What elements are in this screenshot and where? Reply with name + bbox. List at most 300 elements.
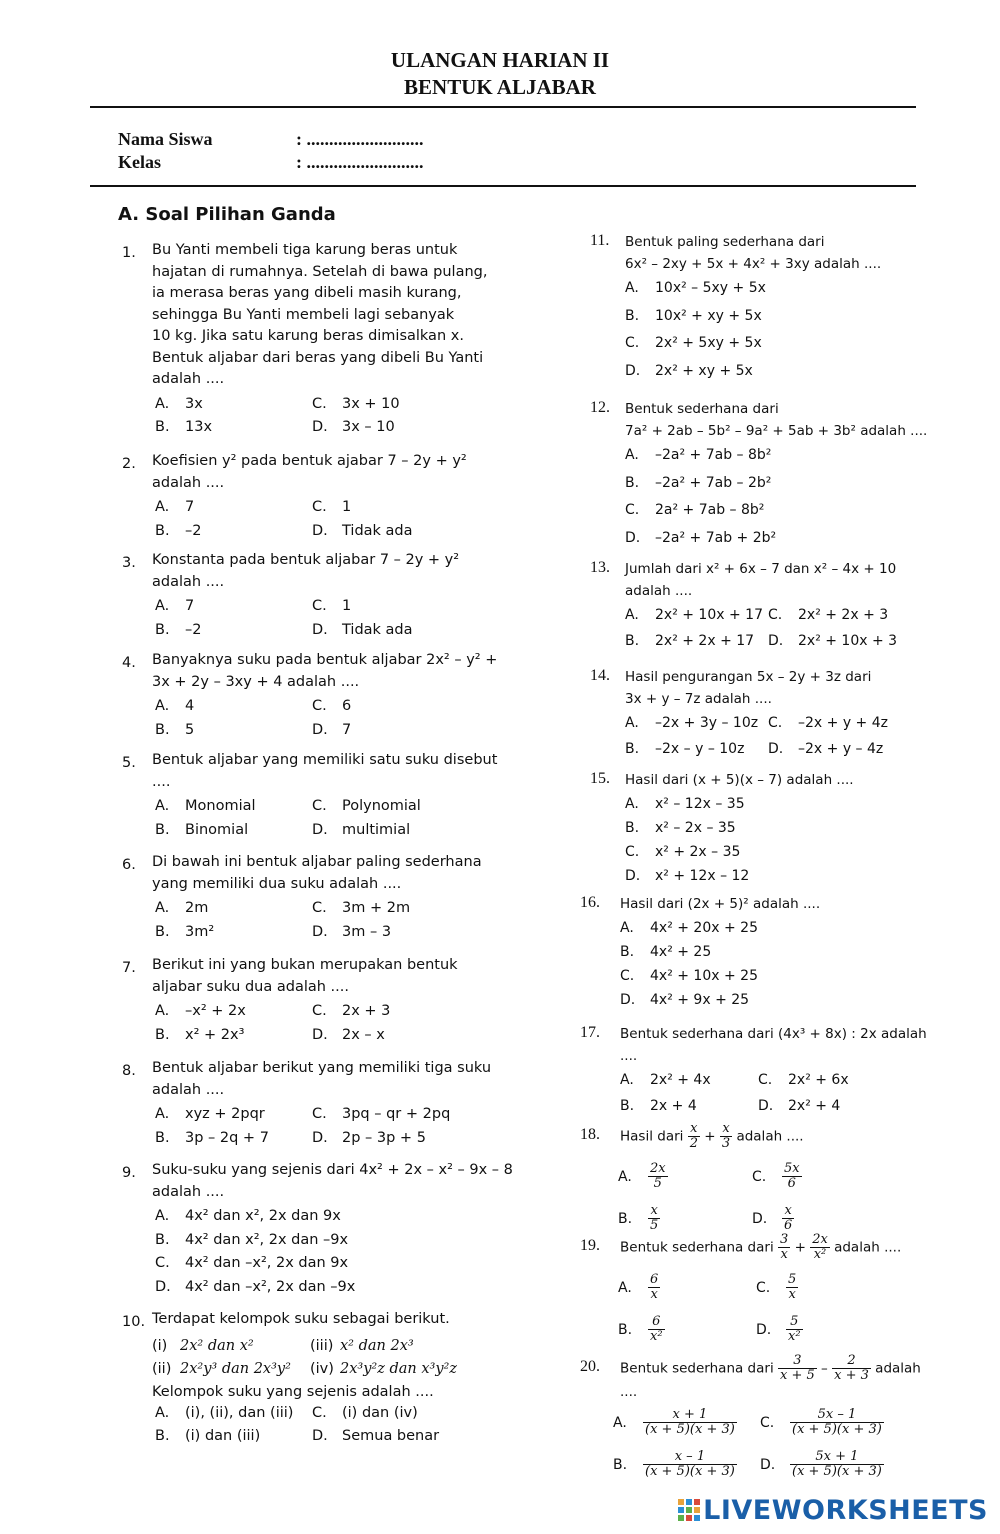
option-letter: A. [155, 1404, 170, 1421]
option-letter: A. [155, 1003, 170, 1019]
question-suffix: adalah [870, 1360, 921, 1377]
option-letter: C. [760, 1414, 775, 1431]
option-letter: B. [618, 1321, 633, 1338]
question-text: Bentuk paling sederhana dari [625, 234, 825, 250]
group-label: (iii) [310, 1337, 334, 1354]
question-text: 10 kg. Jika satu karung beras dimisalkan x. [152, 328, 464, 344]
question-number: 1. [122, 245, 136, 261]
question-text: Suku-suku yang sejenis dari 4x² + 2x – x² – 9x – 8 [152, 1162, 513, 1178]
liveworksheets-grid-icon [678, 1499, 700, 1521]
option-value: –2x – y – 10z [655, 741, 745, 757]
option-value: x² – 2x – 35 [655, 820, 736, 836]
answer-option[interactable] [312, 499, 351, 515]
option-value: 5 [185, 721, 195, 738]
question-text: .... [620, 1048, 638, 1064]
option-value: 3pq – qr + 2pq [342, 1106, 451, 1122]
question-text: Jumlah dari x² + 6x – 7 dan x² – 4x + 10 [625, 561, 897, 577]
numerator: 2x [650, 1161, 666, 1176]
question-text: Bentuk sederhana dari (4x³ + 8x) : 2x adalah [620, 1026, 927, 1042]
group-terms: 2x³y²z dan x³y²z [340, 1360, 457, 1377]
answer-option[interactable] [625, 502, 764, 518]
answer-option[interactable] [312, 598, 351, 614]
option-value: 2x² + 2x + 3 [798, 607, 889, 623]
option-value: 2x + 4 [650, 1098, 697, 1114]
answer-option[interactable] [618, 1204, 660, 1233]
question-text: adalah .... [152, 474, 225, 491]
option-value: 10x² + xy + 5x [655, 307, 762, 324]
answer-option[interactable] [752, 1162, 802, 1191]
question-number: 5. [122, 755, 136, 771]
option-letter: A. [625, 796, 639, 812]
option-value: –2a² + 7ab – 8b² [655, 447, 772, 463]
question-text: adalah .... [625, 583, 693, 599]
option-letter: B. [620, 944, 635, 960]
denominator: 2 [689, 1136, 698, 1151]
question-text: adalah .... [152, 1081, 225, 1098]
option-value: 3p – 2q + 7 [185, 1129, 269, 1146]
question-text: 6x² – 2xy + 5x + 4x² + 3xy adalah .... [625, 256, 882, 272]
option-value: 4x² dan x², 2x dan 9x [185, 1208, 341, 1224]
option-value: 2a² + 7ab – 8b² [655, 502, 765, 518]
option-fraction [786, 1273, 798, 1302]
denominator: 6 [787, 1176, 796, 1191]
question-text: Hasil dari (x + 5)(x – 7) adalah .... [625, 772, 854, 788]
group-terms: 2x² dan x² [180, 1337, 254, 1354]
option-fraction [643, 1450, 737, 1479]
option-value: 13x [185, 419, 213, 435]
answer-option[interactable] [155, 1208, 341, 1224]
denominator: x [780, 1247, 788, 1262]
question-text: Hasil pengurangan 5x – 2y + 3z dari [625, 669, 872, 685]
answer-option[interactable] [620, 1072, 711, 1088]
answer-option[interactable] [155, 822, 248, 838]
option-value: 4 [185, 698, 195, 714]
option-letter: D. [625, 868, 641, 884]
option-letter: C. [768, 715, 783, 731]
class-field[interactable]: : .......................... [296, 152, 424, 172]
answer-option[interactable] [155, 1106, 265, 1122]
question-text: .... [620, 1384, 638, 1400]
answer-option[interactable] [760, 1450, 884, 1479]
answer-option[interactable] [312, 924, 391, 940]
question-text: Bentuk aljabar yang memiliki satu suku disebut [152, 752, 498, 768]
denominator: x + 3 [834, 1368, 869, 1383]
option-letter: A. [618, 1279, 632, 1296]
numerator: 3 [780, 1232, 789, 1247]
term-fraction [810, 1233, 830, 1262]
answer-option[interactable] [620, 968, 758, 984]
option-value: –x² + 2x [185, 1003, 246, 1019]
option-letter: A. [620, 1072, 634, 1088]
answer-option[interactable] [312, 622, 413, 638]
option-letter: D. [155, 1278, 171, 1295]
option-value: 4x² + 10x + 25 [650, 968, 758, 984]
numerator: 6 [648, 1315, 665, 1330]
answer-option[interactable] [312, 1106, 450, 1122]
option-letter: D. [756, 1321, 772, 1338]
option-letter: C. [312, 1404, 327, 1421]
option-letter: C. [758, 1072, 773, 1088]
question-number: 4. [122, 655, 136, 671]
question-text: ia merasa beras yang dibeli masih kurang, [152, 285, 462, 301]
question-number: 11. [590, 232, 610, 249]
option-value: 6 [342, 698, 352, 714]
term-fraction [778, 1354, 817, 1383]
option-fraction [648, 1315, 665, 1344]
option-value: 4x² + 20x + 25 [650, 920, 758, 936]
option-value: 2x² + 4x [650, 1072, 711, 1088]
question-text: adalah .... [152, 573, 225, 590]
question-text: Bentuk sederhana dari [625, 401, 779, 417]
option-letter: C. [312, 798, 327, 814]
option-letter: B. [613, 1456, 628, 1473]
group-terms: 2x²y³ dan 2x³y² [180, 1360, 291, 1377]
answer-option[interactable] [155, 698, 194, 714]
answer-option[interactable] [613, 1450, 737, 1479]
answer-option[interactable] [155, 1003, 246, 1019]
option-letter: A. [625, 447, 639, 463]
denominator: x² [813, 1247, 827, 1262]
answer-option[interactable] [312, 822, 410, 838]
answer-option[interactable] [618, 1273, 660, 1302]
option-value: –2 [185, 621, 202, 638]
question-text [620, 1233, 901, 1262]
answer-option[interactable] [625, 280, 766, 296]
answer-option[interactable] [625, 335, 762, 351]
option-value: 2m [185, 900, 209, 916]
option-value: 4x² dan –x², 2x dan –9x [185, 1278, 356, 1295]
answer-option[interactable] [768, 741, 883, 757]
option-value: (i), (ii), dan (iii) [185, 1404, 294, 1421]
option-letter: B. [625, 307, 640, 324]
option-letter: C. [155, 1255, 170, 1271]
option-letter: D. [312, 621, 328, 638]
answer-option[interactable] [618, 1315, 665, 1344]
option-letter: C. [312, 598, 327, 614]
option-fraction [648, 1162, 668, 1191]
answer-option[interactable] [155, 1027, 244, 1043]
numerator: 5x [784, 1161, 800, 1176]
answer-option[interactable] [625, 530, 776, 546]
numerator: x [648, 1204, 660, 1219]
answer-option[interactable] [155, 499, 194, 515]
question-prefix: Hasil dari [620, 1128, 688, 1145]
question-text: Berikut ini yang bukan merupakan bentuk [152, 957, 458, 973]
option-value: 2x² + 5xy + 5x [655, 335, 762, 351]
option-value: x² + 2x³ [185, 1026, 245, 1043]
answer-option[interactable] [312, 1405, 418, 1421]
answer-option[interactable] [758, 1072, 849, 1088]
option-value: 3m + 2m [342, 900, 411, 916]
answer-option[interactable] [155, 900, 208, 916]
liveworksheets-logo: LIVEWORKSHEETS [678, 1495, 988, 1526]
option-letter: D. [758, 1098, 774, 1114]
answer-option[interactable] [625, 820, 736, 836]
option-value: 3x – 10 [342, 419, 395, 435]
answer-option[interactable] [758, 1098, 840, 1114]
worksheet-title: ULANGAN HARIAN II [390, 48, 610, 72]
option-value: 2x² + 10x + 17 [655, 607, 763, 623]
term-fraction [778, 1233, 790, 1262]
question-text: Kelompok suku yang sejenis adalah .... [152, 1383, 434, 1400]
answer-option[interactable] [312, 798, 421, 814]
option-letter: C. [752, 1168, 767, 1185]
option-letter: C. [312, 698, 327, 714]
answer-option[interactable] [625, 363, 753, 379]
question-number: 18. [580, 1126, 600, 1143]
option-letter: D. [312, 1129, 328, 1146]
question-text: sehingga Bu Yanti membeli lagi sebanyak [152, 306, 455, 323]
answer-option[interactable] [768, 715, 888, 731]
question-text: 3x + 2y – 3xy + 4 adalah .... [152, 673, 360, 690]
denominator: (x + 5)(x + 3) [792, 1464, 882, 1479]
answer-option[interactable] [155, 622, 201, 638]
answer-option[interactable] [625, 844, 740, 860]
option-letter: D. [625, 529, 641, 546]
answer-option[interactable] [756, 1315, 803, 1344]
numerator: x [720, 1122, 732, 1137]
answer-option[interactable] [155, 523, 201, 539]
option-letter: D. [625, 362, 641, 379]
option-letter: A. [155, 499, 170, 515]
question-number: 6. [122, 857, 136, 873]
question-number: 7. [122, 960, 136, 976]
answer-option[interactable] [155, 722, 194, 738]
answer-option[interactable] [155, 1405, 293, 1421]
option-value: –2a² + 7ab – 2b² [655, 474, 772, 491]
option-letter: A. [155, 395, 170, 412]
option-value: 3x + 10 [342, 395, 400, 412]
option-value: 3m² [185, 923, 215, 940]
answer-option[interactable] [155, 598, 194, 614]
question-text: adalah .... [152, 371, 225, 387]
question-number: 3. [122, 555, 136, 571]
answer-option[interactable] [312, 1130, 426, 1146]
question-suffix: adalah .... [829, 1239, 902, 1256]
numerator: 2 [832, 1354, 871, 1369]
option-value: 1 [342, 499, 352, 515]
option-fraction [782, 1204, 794, 1233]
option-value: 3m – 3 [342, 923, 392, 940]
operator: + [699, 1128, 720, 1145]
answer-option[interactable] [625, 715, 758, 731]
term-fraction [832, 1354, 871, 1383]
answer-option[interactable] [155, 1428, 260, 1444]
question-prefix: Bentuk sederhana dari [620, 1239, 778, 1256]
answer-option[interactable] [155, 1255, 348, 1271]
answer-option[interactable] [312, 900, 410, 916]
question-number: 12. [590, 399, 610, 416]
group-terms: x² dan 2x³ [340, 1337, 414, 1354]
answer-option[interactable] [155, 924, 214, 940]
option-value: Semua benar [342, 1428, 440, 1444]
question-text: Banyaknya suku pada bentuk aljabar 2x² – y² + [152, 652, 498, 668]
option-letter: D. [312, 1026, 328, 1043]
term-fraction [688, 1122, 700, 1151]
answer-option[interactable] [768, 607, 888, 623]
option-value: 4x² + 9x + 25 [650, 992, 750, 1008]
numerator: 3 [778, 1354, 817, 1369]
question-number: 2. [122, 456, 136, 472]
option-value: 4x² dan –x², 2x dan 9x [185, 1255, 349, 1271]
question-text: Di bawah ini bentuk aljabar paling sederhana [152, 854, 482, 870]
answer-option[interactable] [312, 419, 395, 435]
question-text: Konstanta pada bentuk aljabar 7 – 2y + y² [152, 552, 460, 568]
option-value: 10x² – 5xy + 5x [655, 280, 766, 296]
option-letter: D. [312, 419, 328, 435]
question-number: 10. [122, 1314, 146, 1330]
option-value: –2 [185, 522, 202, 539]
option-value: 2x² + 10x + 3 [798, 633, 898, 649]
option-letter: B. [155, 522, 170, 539]
option-letter: D. [752, 1210, 768, 1227]
option-letter: C. [312, 900, 327, 916]
option-letter: A. [155, 798, 170, 814]
option-value: 2x + 3 [342, 1003, 391, 1019]
question-text: aljabar suku dua adalah .... [152, 978, 349, 995]
option-letter: B. [155, 923, 170, 940]
answer-option[interactable] [620, 992, 749, 1008]
option-letter: C. [768, 607, 783, 623]
question-number: 13. [590, 559, 610, 576]
question-text: .... [152, 773, 171, 790]
question-number: 16. [580, 894, 600, 911]
question-text: Hasil dari (2x + 5)² adalah .... [620, 896, 821, 912]
question-text: Bentuk aljabar dari beras yang dibeli Bu Yanti [152, 349, 484, 366]
option-letter: C. [625, 502, 640, 518]
answer-option[interactable] [625, 633, 754, 649]
name-field[interactable]: : .......................... [296, 129, 424, 149]
answer-option[interactable] [312, 523, 413, 539]
answer-option[interactable] [155, 1232, 348, 1248]
option-value: (i) dan (iv) [342, 1404, 418, 1421]
option-letter: D. [312, 522, 328, 539]
option-letter: B. [625, 474, 640, 491]
option-letter: C. [312, 1003, 327, 1019]
question-number: 8. [122, 1063, 136, 1079]
denominator: x² [788, 1329, 801, 1344]
denominator: (x + 5)(x + 3) [645, 1422, 735, 1437]
denominator: x [788, 1287, 796, 1302]
numerator: 5x + 1 [790, 1450, 884, 1465]
group-label: (ii) [152, 1360, 172, 1377]
denominator: (x + 5)(x + 3) [792, 1422, 882, 1437]
question-text: 7a² + 2ab – 5b² – 9a² + 5ab + 3b² adalah .... [625, 423, 928, 439]
question-suffix: adalah .... [732, 1128, 804, 1145]
answer-option[interactable] [625, 868, 749, 884]
numerator: 2x [812, 1232, 828, 1247]
numerator: x [782, 1204, 794, 1219]
answer-option[interactable] [756, 1273, 798, 1302]
answer-option[interactable] [155, 396, 203, 412]
answer-option[interactable] [155, 1279, 355, 1295]
option-value: Monomial [185, 798, 256, 814]
answer-option[interactable] [625, 741, 744, 757]
answer-option[interactable] [760, 1408, 884, 1437]
answer-option[interactable] [312, 698, 351, 714]
option-letter: B. [625, 820, 640, 836]
answer-option[interactable] [625, 607, 763, 623]
operator: – [816, 1360, 833, 1377]
answer-option[interactable] [312, 1428, 439, 1444]
option-letter: B. [155, 721, 170, 738]
answer-option[interactable] [752, 1204, 794, 1233]
answer-option[interactable] [625, 796, 745, 812]
option-letter: B. [155, 621, 170, 638]
answer-option[interactable] [618, 1162, 668, 1191]
option-value: –2a² + 7ab + 2b² [655, 529, 777, 546]
option-value: (i) dan (iii) [185, 1428, 261, 1444]
option-value: Tidak ada [342, 522, 413, 539]
option-letter: A. [155, 598, 170, 614]
answer-option[interactable] [768, 633, 897, 649]
question-number: 15. [590, 770, 610, 787]
option-letter: C. [620, 968, 635, 984]
option-letter: B. [155, 1129, 170, 1146]
option-value: multimial [342, 821, 411, 838]
question-text [620, 1354, 921, 1383]
option-letter: B. [155, 1428, 170, 1444]
answer-option[interactable] [312, 1003, 390, 1019]
option-value: Binomial [185, 821, 249, 838]
option-value: 7 [185, 499, 195, 515]
denominator: 3 [721, 1136, 731, 1151]
question-text: yang memiliki dua suku adalah .... [152, 875, 402, 892]
answer-option[interactable] [155, 1130, 269, 1146]
numerator: x – 1 [643, 1450, 737, 1465]
option-fraction [643, 1408, 737, 1437]
option-letter: A. [155, 1106, 170, 1122]
answer-option[interactable] [312, 722, 351, 738]
option-value: 4x² + 25 [650, 944, 712, 960]
question-text: Terdapat kelompok suku sebagai berikut. [152, 1311, 450, 1327]
answer-option[interactable] [613, 1408, 737, 1437]
group-label: (iv) [310, 1360, 334, 1377]
answer-option[interactable] [155, 798, 256, 814]
question-text: Koefisien y² pada bentuk ajabar 7 – 2y + y² [152, 453, 467, 469]
question-number: 14. [590, 667, 610, 684]
option-fraction [786, 1315, 803, 1344]
option-value: 4x² dan x², 2x dan –9x [185, 1231, 349, 1248]
name-label: Nama Siswa [118, 129, 213, 149]
option-letter: D. [620, 992, 636, 1008]
answer-option[interactable] [620, 944, 711, 960]
option-value: 2x² + xy + 5x [655, 362, 753, 379]
option-letter: C. [312, 1106, 327, 1122]
option-letter: B. [155, 821, 170, 838]
answer-option[interactable] [312, 1027, 385, 1043]
answer-option[interactable] [155, 419, 212, 435]
answer-option[interactable] [312, 396, 400, 412]
question-number: 19. [580, 1237, 600, 1254]
answer-option[interactable] [625, 447, 771, 463]
answer-option[interactable] [625, 308, 762, 324]
option-letter: C. [756, 1279, 771, 1296]
option-value: Tidak ada [342, 621, 413, 638]
answer-option[interactable] [620, 920, 758, 936]
question-text: hajatan di rumahnya. Setelah di bawa pulang, [152, 263, 488, 280]
option-letter: A. [620, 920, 634, 936]
option-value: –2x + y + 4z [798, 715, 888, 731]
numerator: x + 1 [643, 1408, 737, 1423]
question-text: 3x + y – 7z adalah .... [625, 691, 772, 707]
answer-option[interactable] [625, 475, 771, 491]
answer-option[interactable] [620, 1098, 697, 1114]
class-label: Kelas [118, 152, 161, 172]
question-text: Bu Yanti membeli tiga karung beras untuk [152, 242, 458, 258]
numerator: x [688, 1122, 700, 1137]
denominator: x² [650, 1329, 663, 1344]
